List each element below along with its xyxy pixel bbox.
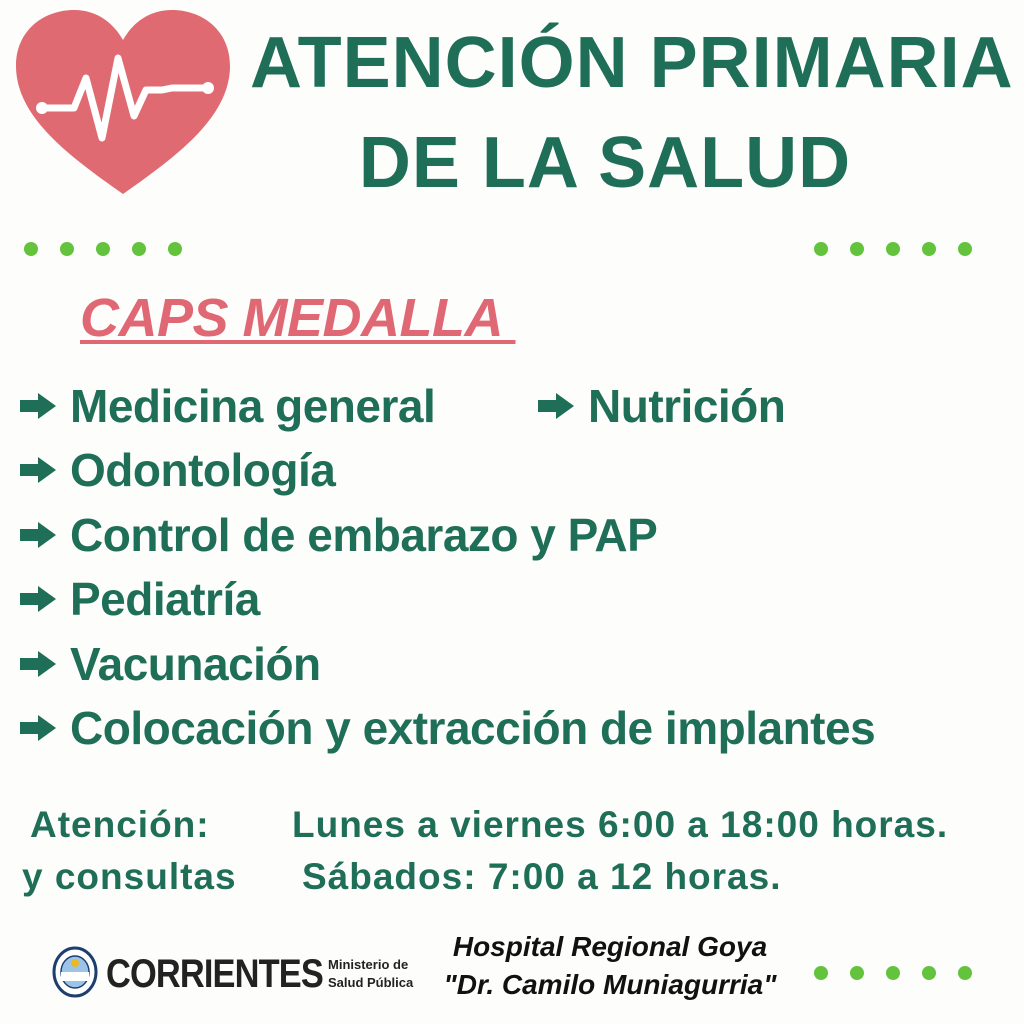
schedule-label-line-2: y consultas xyxy=(22,856,237,897)
service-item xyxy=(18,442,335,498)
ministry-label xyxy=(328,956,413,992)
service-item xyxy=(536,378,785,434)
decorative-dots-top-left xyxy=(24,242,182,256)
service-item xyxy=(18,636,321,692)
right-arrow-icon xyxy=(18,391,58,421)
service-label: Nutrición xyxy=(588,380,786,432)
provincial-seal-icon xyxy=(52,946,98,998)
service-item xyxy=(18,378,435,434)
decorative-dots-top-right xyxy=(814,242,972,256)
right-arrow-icon xyxy=(18,713,58,743)
title-line-2: DE LA SALUD xyxy=(358,123,852,203)
right-arrow-icon xyxy=(536,391,576,421)
schedule-weekdays: Lunes a viernes 6:00 a 18:00 horas. xyxy=(292,804,949,845)
right-arrow-icon xyxy=(18,455,58,485)
service-item xyxy=(18,700,875,756)
schedule-saturday: Sábados: 7:00 a 12 horas. xyxy=(302,856,782,897)
service-label: Control de embarazo y PAP xyxy=(70,509,658,561)
service-item xyxy=(18,507,657,563)
service-label: Medicina general xyxy=(70,380,436,432)
ministry-line-1: Ministerio de xyxy=(328,957,409,972)
service-label: Odontología xyxy=(70,444,336,496)
right-arrow-icon xyxy=(18,520,58,550)
service-label: Vacunación xyxy=(70,638,321,690)
service-label: Pediatría xyxy=(70,573,260,625)
schedule-label-line-1: Atención: xyxy=(30,804,210,845)
hospital-line-1: Hospital Regional Goya xyxy=(452,931,768,962)
title-line-1: ATENCIÓN PRIMARIA xyxy=(250,23,1014,103)
decorative-dots-bottom-right xyxy=(814,966,972,980)
heart-with-heartbeat-icon xyxy=(12,8,234,200)
right-arrow-icon xyxy=(18,649,58,679)
ministry-line-2: Salud Pública xyxy=(328,975,414,990)
service-item xyxy=(18,571,260,627)
hospital-name xyxy=(430,928,790,1004)
brand-logo-text: CORRIENTES xyxy=(106,952,323,996)
center-name-heading: CAPS MEDALLA xyxy=(80,288,516,348)
right-arrow-icon xyxy=(18,584,58,614)
service-label: Colocación y extracción de implantes xyxy=(70,702,876,754)
hospital-line-2: "Dr. Camilo Muniagurria" xyxy=(443,969,777,1000)
